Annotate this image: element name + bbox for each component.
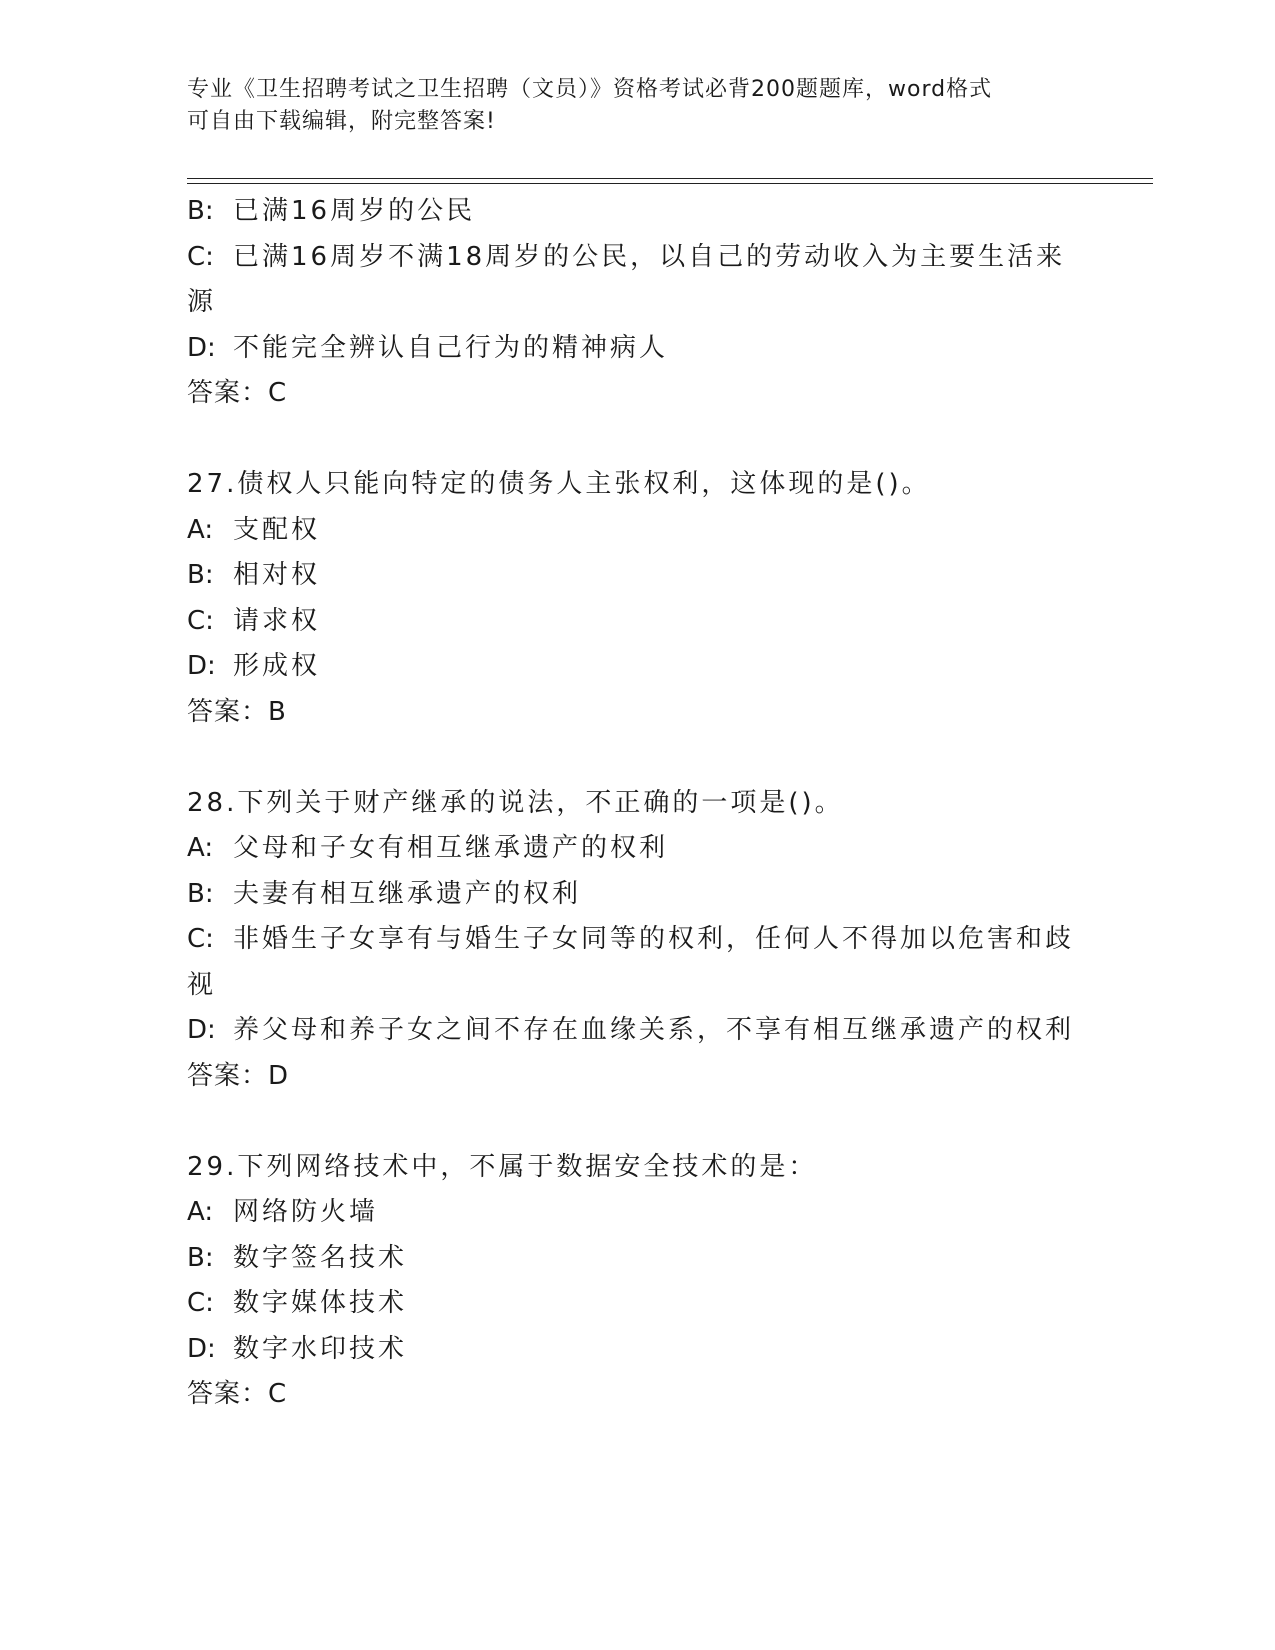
option-b: B: 已满16周岁的公民 [187,196,476,226]
header-divider-top [187,178,1153,179]
option-d: D: 数字水印技术 [187,1333,408,1364]
option-a: A: 网络防火墙 [187,1197,379,1227]
question-list [187,189,1097,1418]
option-b: B: 数字签名技术 [187,1242,408,1273]
option-d: D: 养父母和养子女之间不存在血缘关系，不享有相互继承遗产的权利 [187,1015,1075,1045]
option-c: C: 非婚生子女享有与婚生子女同等的权利，任何人不得加以危害和歧 [187,924,1075,954]
question-stem: 27.债权人只能向特定的债务人主张权利，这体现的是()。 [187,469,931,499]
option-c: C: 数字媒体技术 [187,1288,408,1318]
option-c-continuation: 源 [187,287,217,317]
option-c: C: 已满16周岁不满18周岁的公民，以自己的劳动收入为主要生活来 [187,241,1066,272]
question-block-29 [187,1145,1097,1418]
option-c: C: 请求权 [187,605,321,636]
header-divider-bottom [187,183,1153,184]
question-stem: 28.下列关于财产继承的说法，不正确的一项是()。 [187,787,844,818]
option-b: B: 夫妻有相互继承遗产的权利 [187,878,582,909]
header-line-2: 可自由下载编辑，附完整答案! [187,109,496,134]
option-a: A: 支配权 [187,514,321,545]
question-block-28 [187,781,1097,1100]
option-d: D: 不能完全辨认自己行为的精神病人 [187,332,669,363]
answer-line: 答案：D [187,1060,290,1091]
question-stem: 29.下列网络技术中，不属于数据安全技术的是： [187,1151,818,1182]
option-c-continuation: 视 [187,969,217,1000]
document-header [187,74,1087,138]
answer-line: 答案：B [187,696,287,727]
header-line-1: 专业《卫生招聘考试之卫生招聘（文员）》资格考试必背200题题库，word格式 [187,77,993,102]
option-a: A: 父母和子女有相互继承遗产的权利 [187,833,669,863]
question-block-27 [187,462,1097,735]
answer-line: 答案：C [187,378,288,408]
option-d: D: 形成权 [187,651,321,681]
answer-line: 答案：C [187,1379,288,1409]
question-block-prev [187,189,1097,417]
option-b: B: 相对权 [187,560,321,590]
